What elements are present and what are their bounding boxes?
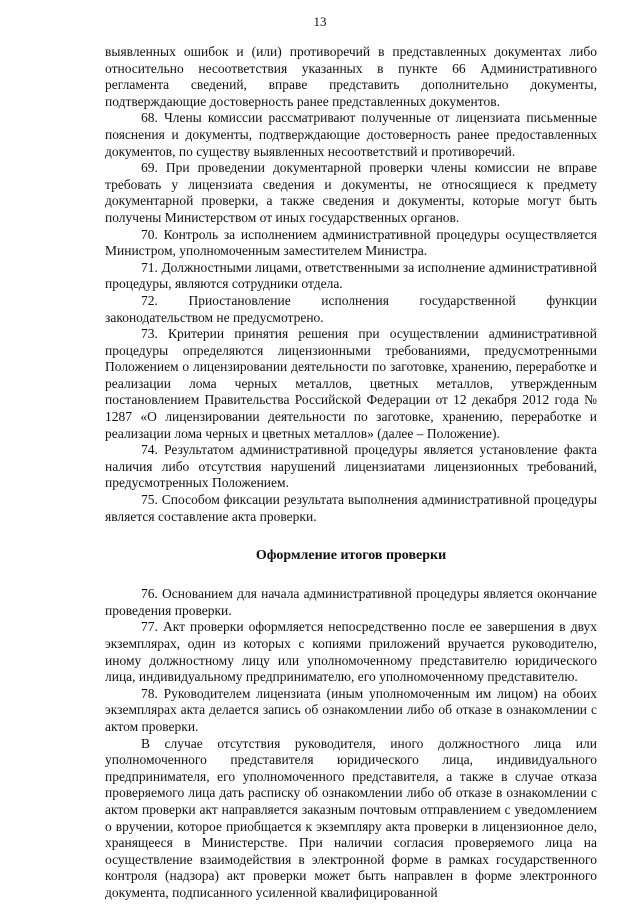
paragraph-72: 72. Приостановление исполнения государственной функции законодательством не предусмотрено.	[105, 292, 597, 325]
paragraph-74: 74. Результатом административной процедуры является установление факта наличия либо отсутствия нарушений лицензиатами лицензионных требований, предусмотренных Положением.	[105, 442, 597, 491]
paragraph-absence-case: В случае отсутствия руководителя, иного должностного лица или уполномоченного представителя юридического лица, индивидуального предпринимателя, его уполномоченного представителя, а также в случае отказа проверяемого лица дать расписку об ознакомлении либо об отказе в ознакомлении с актом проверки акт направляется заказным почтовым отправлением с уведомлением о вручении, которое приобщается к экземпляру акта проверки в лицензионное дело, хранящееся в Министерстве. При наличии согласия проверяемого лица на осуществление взаимодействия в электронной форме в рамках государственного контроля (надзора) акт проверки может быть направлен в форме электронного документа, подписанного усиленной квалифицированной	[105, 735, 597, 900]
paragraph-continuation: выявленных ошибок и (или) противоречий в представленных документах либо относительно несоответствия указанных в пункте 66 Административного регламента сведений, вправе представить дополнительно документы, подтверждающие достоверность ранее представленных документов.	[105, 44, 597, 109]
paragraph-71: 71. Должностными лицами, ответственными за исполнение административной процедуры, являются сотрудники отдела.	[105, 259, 597, 292]
paragraph-78: 78. Руководителем лицензиата (иным уполномоченным им лицом) на обоих экземплярах акта делается запись об ознакомлении либо об отказе в ознакомлении с актом проверки.	[105, 685, 597, 734]
page-number: 13	[313, 14, 327, 29]
paragraph-76: 76. Основанием для начала административной процедуры является окончание проведения проверки.	[105, 586, 597, 618]
paragraph-75: 75. Способом фикcации результата выполнения административной процедуры является составление акта проверки.	[105, 492, 597, 524]
section-heading: Оформление итогов проверки	[255, 548, 447, 564]
paragraph-73: 73. Критерии принятия решения при осуществлении административной процедуры определяются лицензионными требованиями, предусмотренными Положением о лицензировании деятельности по заготовке, хранению, переработке и реализации лома черных металлов, цветных металлов, утвержденным постановлением Правительства Российской Федерации от 12 декабря 2012 года № 1287 «О лицензировании деятельности по заготовке, хранению, переработке и реализации лома черных и цветных металлов» (далее – Положение).	[105, 326, 597, 441]
paragraph-68: 68. Члены комиссии рассматривают полученные от лицензиата письменные пояснения и документы, подтверждающие достоверность ранее предоставленных документов, по существу выявленных несоответствий и противоречий.	[105, 110, 597, 159]
paragraph-69: 69. При проведении документарной проверки члены комиссии не вправе требовать у лицензиата сведения и документы, не относящиеся к предмету документарной проверки, а также сведения и документы, которые могут быть получены Министерством от иных государственных органов.	[105, 160, 597, 225]
paragraph-77: 77. Акт проверки оформляется непосредственно после ее завершения в двух экземплярах, один из которых с копиями приложений вручается руководителю, иному должностному лицу или уполномоченному представителю юридического лица, индивидуальному предпринимателю, его уполномоченному представителю.	[105, 619, 597, 685]
document-body	[105, 44, 597, 902]
paragraph-70: 70. Контроль за исполнением административной процедуры осуществляется Министром, уполномоченным заместителем Министра.	[105, 226, 597, 259]
